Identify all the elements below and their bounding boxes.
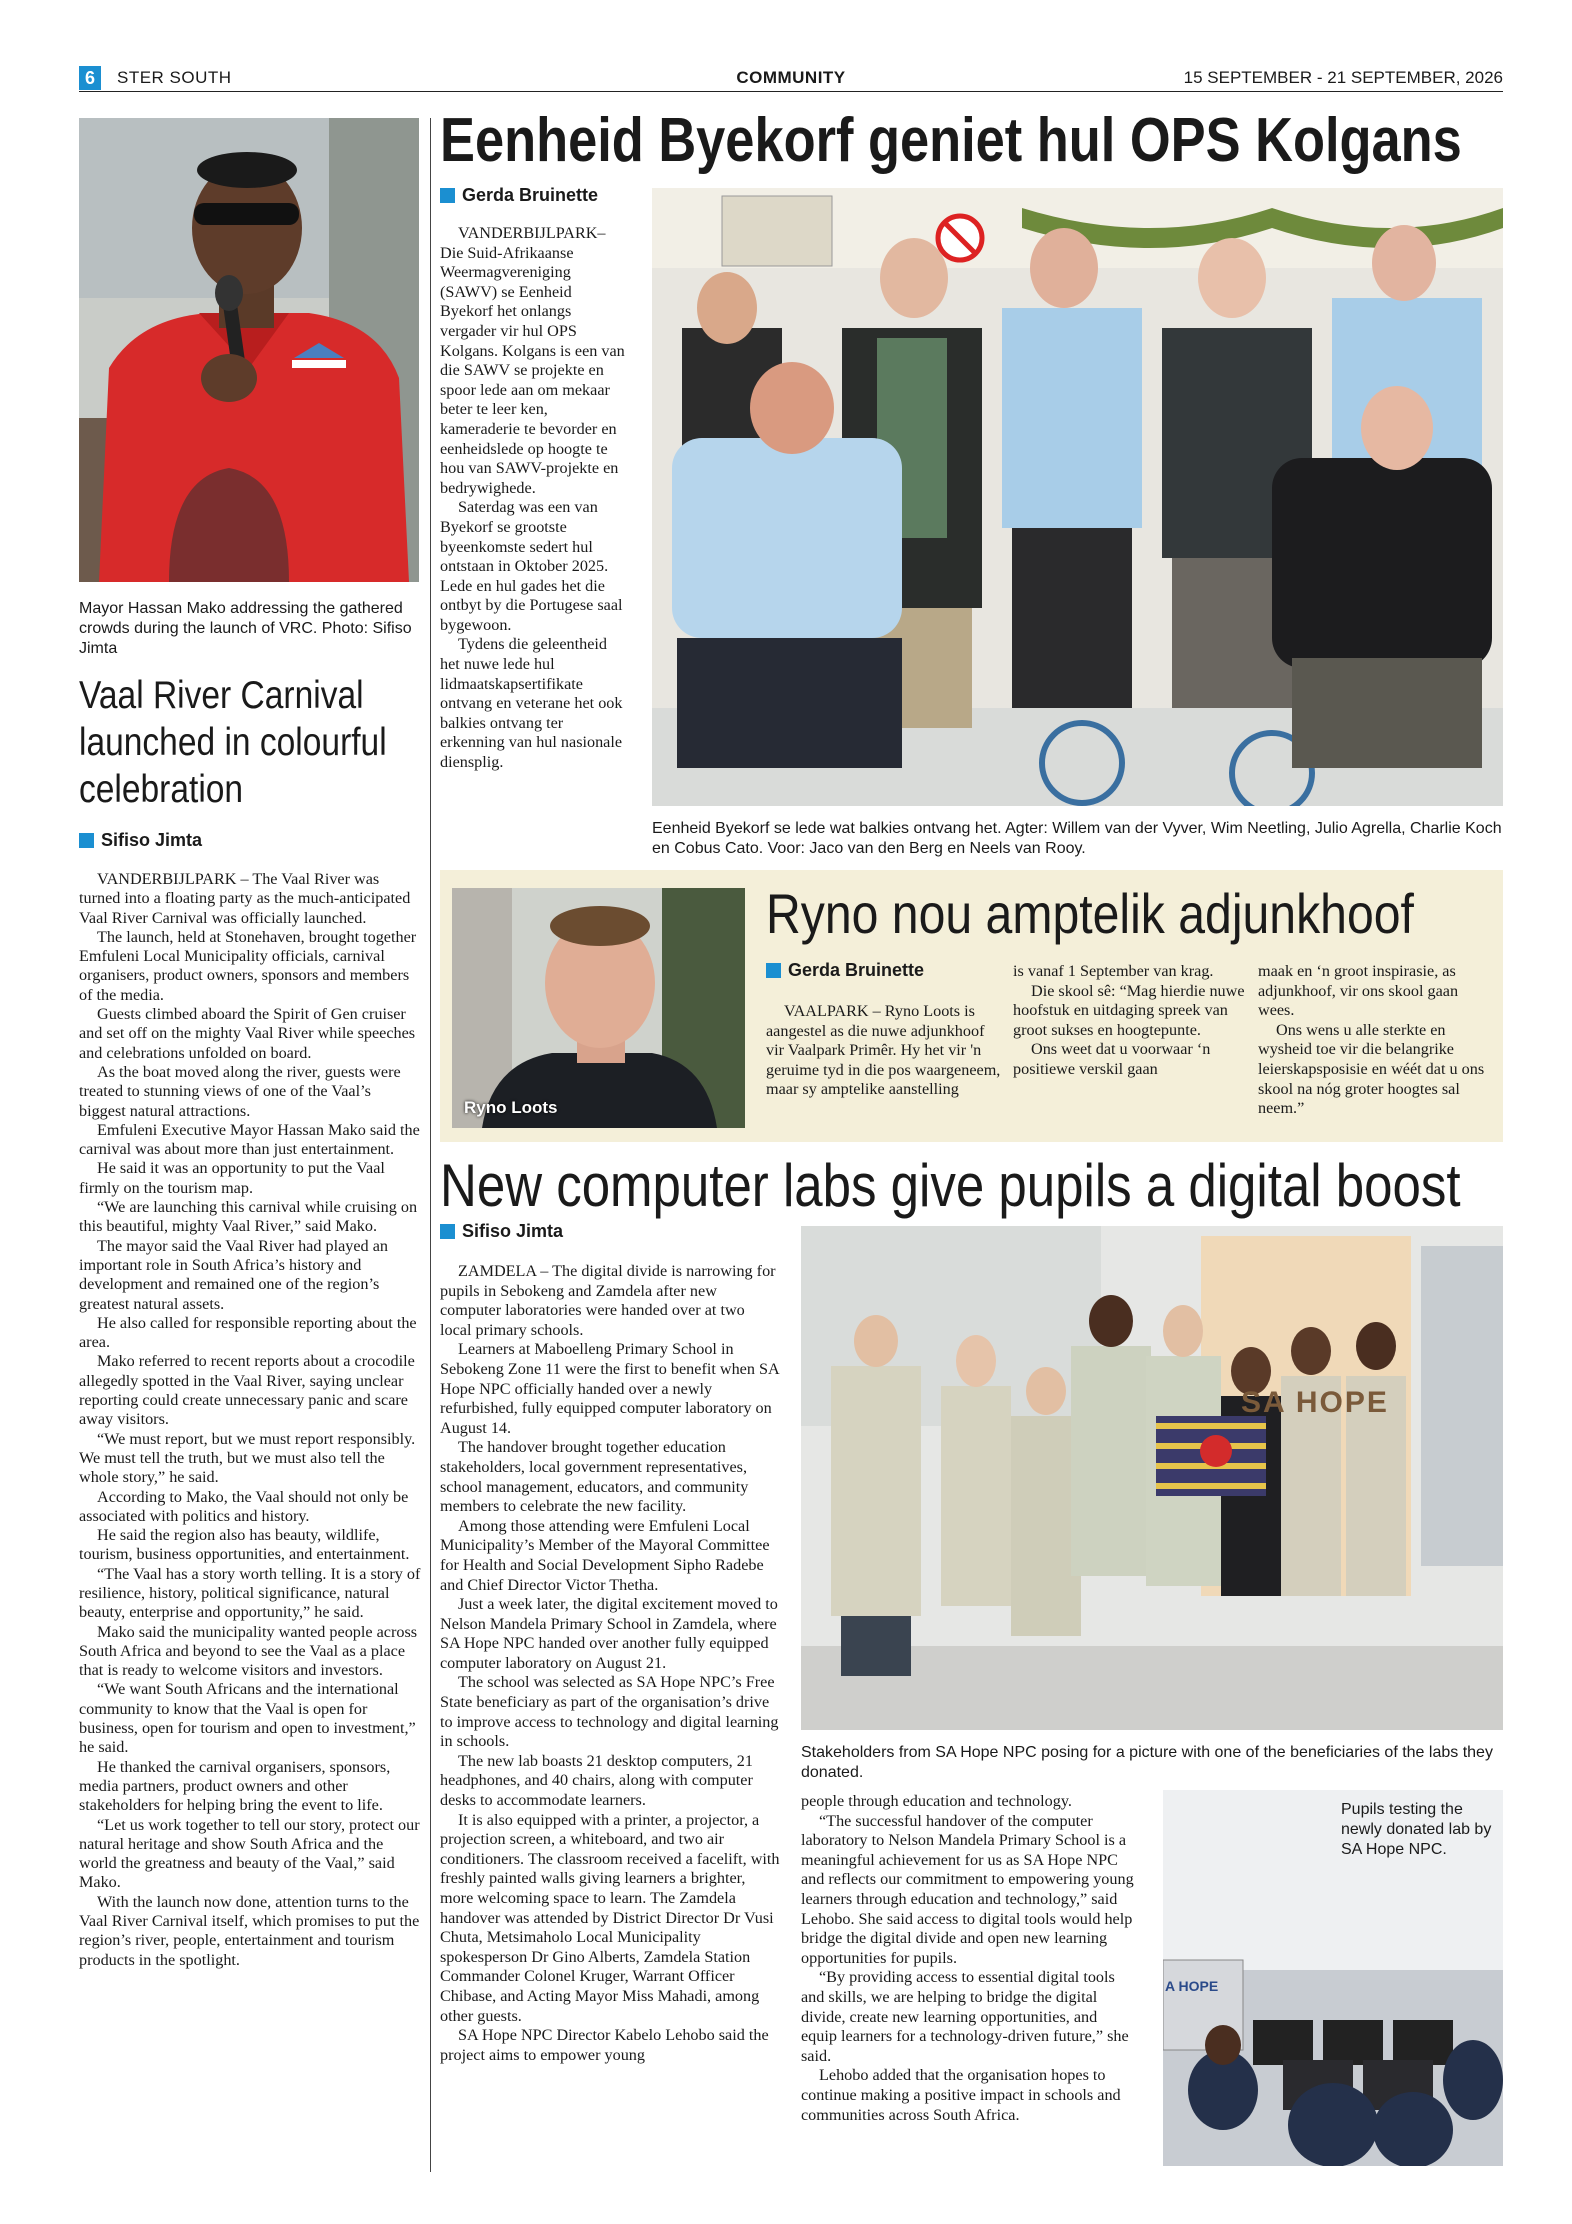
ops-paragraph: VANDERBIJLPARK– Die Suid-Afrikaanse Weermagvereniging (SAWV) se Eenheid Byekorf het onlangs vergader vir hul OPS Kolgans. Kolgans is een van die SAWV se projekte en spoor lede aan om mekaar beter te leer ken, kameraderie te bevorder en eenheidslede op hoogte te hou van SAWV-projekte en bedrywighede.: [440, 224, 625, 497]
labs-headline: New computer labs give pupils a digital boost: [440, 1152, 1461, 1219]
ryno-byline: [766, 959, 924, 981]
vaal-paragraph: He said it was an opportunity to put the Vaal firmly on the tourism map.: [79, 1159, 385, 1197]
vaal-paragraph: The mayor said the Vaal River had played an important role in South Africa’s history and development and remained one of the region’s greatest natural assets.: [79, 1236, 388, 1313]
vaal-paragraph: “Let us work together to tell our story, protect our natural heritage and show South Africa and the world the greatness and beauty of the Vaal,” said Mako.: [79, 1815, 420, 1892]
vaal-article-body: [79, 870, 421, 1970]
labs-paragraph: “By providing access to essential digital tools and skills, we are helping to bridge the digital divide, create new learning opportunities, and equip learners for a technology-driven future,” she said.: [801, 1968, 1129, 2065]
banner-text: SA HOPE: [1241, 1386, 1389, 1419]
sa-hope-group-photo: [801, 1226, 1503, 1730]
publication-name: STER SOUTH: [117, 68, 232, 87]
byline-marker: [440, 1224, 455, 1239]
ryno-paragraph: Ons weet dat u voorwaar ‘n positiewe verskil gaan: [1013, 1040, 1211, 1078]
labs-paragraph: Learners at Maboelleng Primary School in Sebokeng Zone 11 were the first to benefit when SA Hope NPC officially handed over a newly refurbished, fully equipped computer laboratory on August 14.: [440, 1340, 779, 1437]
vaal-paragraph: VANDERBIJLPARK – The Vaal River was turned into a floating party as the much-anticipated Vaal River Carnival was officially launched.: [79, 870, 411, 927]
ops-photo-caption: Eenheid Byekorf se lede wat balkies ontvang het. Agter: Willem van der Vyver, Wim Neetling, Julio Agrella, Charlie Koch en Cobus Cato. Voor: Jaco van den Berg en Neels van Rooy.: [652, 820, 1502, 857]
ryno-col-3: [1258, 962, 1496, 1119]
mayor-photo-caption: Mayor Hassan Mako addressing the gathered crowds during the launch of VRC. Photo: Sifiso Jimta: [79, 600, 412, 657]
ops-headline: Eenheid Byekorf geniet hul OPS Kolgans: [440, 106, 1462, 175]
labs-paragraph: “The successful handover of the computer laboratory to Nelson Mandela Primary School is a meaningful achievement for us as SA Hope NPC and reflects our commitment to empowering young learners through education and technology,” said Lehobo. She said access to digital tools would help bridge the digital divide and open new learning opportunities for pupils.: [801, 1811, 1134, 1967]
ryno-byline-name: Gerda Bruinette: [788, 960, 925, 980]
vaal-paragraph: Mako referred to recent reports about a crocodile allegedly spotted in the Vaal River, saying unclear reporting could create unnecessary panic and scare away visitors.: [79, 1352, 415, 1429]
section-name: COMMUNITY: [736, 68, 846, 87]
ryno-headline: Ryno nou amptelik adjunkhoof: [766, 882, 1414, 945]
ops-byline: [440, 184, 598, 206]
vaal-paragraph: According to Mako, the Vaal should not only be associated with politics and history.: [79, 1487, 409, 1525]
labs-article-body-2: [801, 1792, 1137, 2125]
ryno-paragraph: maak en ‘n groot inspirasie, as adjunkhoof, vir ons skool gaan wees.: [1258, 962, 1459, 1020]
vaal-headline-line: Vaal River Carnival: [79, 674, 364, 717]
vaal-paragraph: He also called for responsible reporting about the area.: [79, 1313, 417, 1352]
computer-lab-inset-photo: [1163, 1790, 1503, 2166]
ryno-feature-box: [440, 870, 1503, 1142]
labs-paragraph: The handover brought together education stakeholders, local government representatives, school management, educators, and community members to celebrate the new facility.: [440, 1438, 749, 1516]
vaal-headline: [79, 672, 424, 813]
labs-paragraph: SA Hope NPC Director Kabelo Lehobo said the project aims to empower young: [440, 2026, 769, 2064]
vaal-paragraph: Emfuleni Executive Mayor Hassan Mako said the carnival was about more than just entertainment.: [79, 1120, 420, 1159]
page-header: [79, 66, 1503, 92]
byline-marker: [766, 963, 781, 978]
ryno-photo-label: Ryno Loots: [464, 1098, 558, 1117]
ops-paragraph: Tydens die geleentheid het nuwe lede hul lidmaatskapsertifikate ontvang en veterane het ook balkies ontvang ter erkenning van hul nasionale diensplig.: [440, 635, 623, 772]
labs-paragraph: Lehobo added that the organisation hopes to continue making a positive impact in schools and communities across South Africa.: [801, 2066, 1121, 2124]
vaal-paragraph: Guests climbed aboard the Spirit of Gen cruiser and set off on the mighty Vaal River while speeches and celebrations unfolded on board.: [79, 1005, 416, 1062]
sa-hope-photo-caption: Stakeholders from SA Hope NPC posing for a picture with one of the beneficiaries of the labs they donated.: [801, 1744, 1493, 1781]
ops-article-body: [440, 224, 625, 773]
vaal-paragraph: Mako said the municipality wanted people across South Africa and beyond to see the Vaal as a place that is ready to welcome visitors and investors.: [79, 1622, 418, 1680]
labs-paragraph: ZAMDELA – The digital divide is narrowing for pupils in Sebokeng and Zamdela after new computer laboratories were handed over at two local primary schools.: [440, 1262, 776, 1339]
ryno-paragraph: Ons wens u alle sterkte en wysheid toe vir die belangrike leierskapsposisie en wéét dat u ons skool na nóg groter hoogtes sal neem.”: [1258, 1020, 1485, 1118]
vaal-paragraph: “We must report, but we must report responsibly. We must tell the truth, but we must also tell the whole story,” he said.: [79, 1429, 416, 1487]
labs-paragraph: people through education and technology.: [801, 1792, 1072, 1810]
vaal-paragraph: “We are launching this carnival while cruising on this beautiful, mighty Vaal River,” said Mako.: [79, 1198, 418, 1236]
vaal-byline-name: Sifiso Jimta: [101, 830, 203, 850]
ryno-col-1: [766, 1002, 1004, 1100]
vaal-byline: [79, 829, 202, 851]
labs-article-body: [440, 1262, 780, 2065]
vaal-paragraph: He said the region also has beauty, wildlife, tourism, business opportunities, and entertainment.: [79, 1526, 410, 1564]
labs-byline-name: Sifiso Jimta: [462, 1221, 564, 1241]
byline-marker: [440, 188, 455, 203]
vaal-paragraph: With the launch now done, attention turns to the Vaal River Carnival itself, which promises to put the region’s river, people, entertainment and tourism products in the spotlight.: [79, 1892, 420, 1969]
ops-byline-name: Gerda Bruinette: [462, 185, 599, 205]
issue-date: 15 SEPTEMBER - 21 SEPTEMBER, 2026: [1183, 68, 1503, 87]
vaal-paragraph: “The Vaal has a story worth telling. It is a story of resilience, history, political significance, natural beauty, enterprise and opportunity,” he said.: [79, 1564, 421, 1622]
labs-paragraph: The school was selected as SA Hope NPC’s Free State beneficiary as part of the organisation’s drive to improve access to technology and digital learning in schools.: [440, 1673, 779, 1751]
ops-group-photo: [652, 188, 1503, 806]
inset-banner-text: A HOPE: [1165, 1978, 1219, 1994]
vaal-paragraph: The launch, held at Stonehaven, brought together Emfuleni Local Municipality officials, carnival organisers, product owners, sponsors and members of the media.: [79, 927, 417, 1004]
ryno-col-2: [1013, 962, 1251, 1080]
vaal-headline-line: celebration: [79, 768, 244, 811]
vaal-paragraph: As the boat moved along the river, guests were treated to stunning views of one of the Vaal’s biggest natural attractions.: [79, 1062, 401, 1120]
page-number: 6: [79, 66, 101, 90]
ryno-paragraph: VAALPARK – Ryno Loots is aangestel as die nuwe adjunkhoof vir Vaalpark Primêr. Hy het vir 'n geruime tyd in die pos waargeneem, maar sy amptelike aanstelling: [766, 1002, 1001, 1099]
labs-paragraph: Just a week later, the digital excitement moved to Nelson Mandela Primary School in Zamdela, where SA Hope NPC handed over another fully equipped computer laboratory on August 21.: [440, 1595, 778, 1672]
labs-paragraph: The new lab boasts 21 desktop computers, 21 headphones, and 40 chairs, along with computer desks to accommodate learners.: [440, 1751, 753, 1810]
ops-paragraph: Saterdag was een van Byekorf se grootste byeenkomste sedert hul ontstaan in Oktober 2025. Lede en hul gades het die ontbyt by die Portugese saal bygewoon.: [440, 498, 623, 634]
vaal-paragraph: He thanked the carnival organisers, sponsors, media partners, product owners and other stakeholders for helping bring the event to life.: [79, 1757, 391, 1815]
ryno-paragraph: is vanaf 1 September van krag.: [1013, 962, 1214, 980]
column-divider: [430, 118, 431, 2172]
labs-paragraph: Among those attending were Emfuleni Local Municipality’s Member of the Mayoral Committee for Health and Social Development Sipho Radebe and Chief Director Victor Thetha.: [440, 1516, 770, 1594]
ryno-portrait: [452, 888, 745, 1128]
labs-byline: [440, 1220, 563, 1242]
mayor-photo: [79, 118, 419, 582]
labs-paragraph: It is also equipped with a printer, a projector, a projection screen, a whiteboard, and two air conditioners. The classroom received a facelift, with freshly painted walls giving learners a brighter, more welcoming space to learn. The Zamdela handover was attended by District Director Dr Vusi Chuta, Metsimaholo Local Municipality spokesperson Dr Gino Alberts, Zamdela Station Commander Colonel Kruger, Warrant Officer Chibase, and Acting Mayor Miss Mahadi, among other guests.: [440, 1810, 780, 2025]
ryno-paragraph: Die skool sê: “Mag hierdie nuwe hoofstuk en uitdaging spreek van groot sukses en hoogtepunte.: [1013, 981, 1245, 1039]
vaal-paragraph: “We want South Africans and the international community to know that the Vaal is open for business, open for tourism and open to investment,” he said.: [79, 1680, 416, 1757]
inset-photo-caption: Pupils testing the newly donated lab by SA Hope NPC.: [1341, 1801, 1492, 1858]
vaal-headline-line: launched in colourful: [79, 721, 387, 764]
byline-marker: [79, 833, 94, 848]
